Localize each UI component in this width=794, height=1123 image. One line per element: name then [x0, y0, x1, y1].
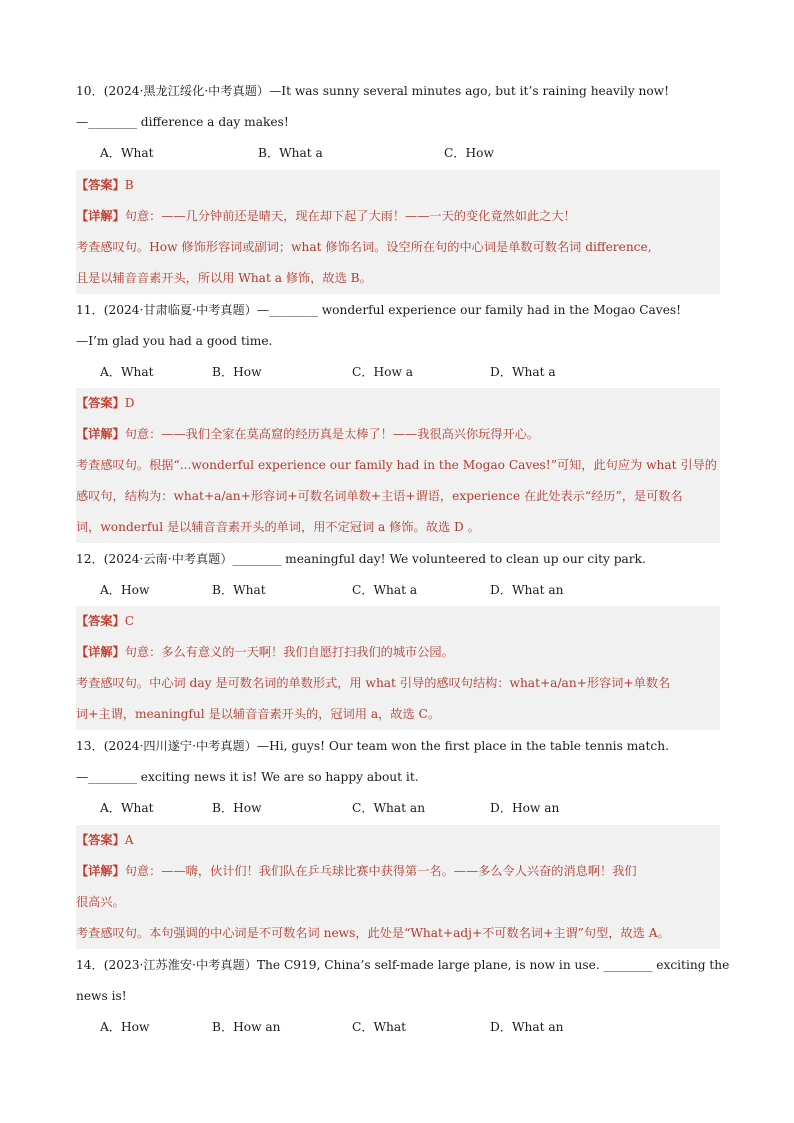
- detail-line: [76, 201, 720, 232]
- option-c: C．How a: [352, 365, 414, 379]
- question-stem: —________ difference a day makes!: [76, 115, 289, 129]
- question-stem: 12．(2024·云南·中考真题）________ meaningful day! We volunteered to clean up our city park.: [76, 552, 646, 566]
- option-a: A．What: [100, 146, 154, 160]
- option-b: B．What a: [258, 146, 323, 160]
- answer-block-12: [76, 606, 720, 730]
- question-13: [76, 731, 720, 824]
- options-row: [76, 793, 720, 824]
- answer-value: D: [124, 396, 135, 410]
- option-c: C．What: [352, 1020, 407, 1034]
- question-11: [76, 295, 720, 388]
- answer-value: B: [124, 178, 134, 192]
- answer-value: C: [124, 614, 135, 628]
- answer-block-11: [76, 388, 720, 543]
- detail-tag: 【详解】: [76, 645, 125, 659]
- question-stem: 14．(2023·江苏淮安·中考真题）The C919, China’s self-made large plane, is now in use. ________ exciting the: [76, 958, 730, 972]
- question-stem: —________ exciting news it is! We are so happy about it.: [76, 770, 419, 784]
- detail-line: [76, 419, 720, 450]
- detail-text: 句意：——我们全家在莫高窟的经历真是太棒了！——我很高兴你玩得开心。: [124, 427, 540, 441]
- option-a: A．What: [100, 801, 154, 815]
- detail-text: 句意：——几分钟前还是晴天，现在却下起了大雨！——一天的变化竟然如此之大！: [124, 209, 576, 223]
- question-14: [76, 950, 730, 1043]
- detail-tag: 【详解】: [76, 427, 125, 441]
- answer-line: [76, 388, 720, 419]
- detail-tag: 【详解】: [76, 864, 125, 878]
- detail-text: 词+主谓，meaningful 是以辅音音素开头的，冠词用 a，故选 C。: [76, 707, 441, 721]
- option-b: B．What: [212, 583, 266, 597]
- detail-text: 句意：——嗨，伙计们！我们队在乒乓球比赛中获得第一名。——多么令人兴奋的消息啊！我们: [124, 864, 637, 878]
- answer-line: [76, 170, 720, 201]
- detail-text: 且是以辅音音素开头，所以用 What a 修饰，故选 B。: [76, 271, 372, 285]
- question-10: [76, 76, 720, 169]
- detail-text: 考查感叹句。How 修饰形容词或副词；what 修饰名词。设空所在句的中心词是单数可数名词 difference,: [76, 240, 652, 254]
- detail-tag: 【详解】: [76, 209, 125, 223]
- option-a: A．What: [100, 365, 154, 379]
- option-b: B．How: [212, 365, 262, 379]
- detail-text: 考查感叹句。中心词 day 是可数名词的单数形式，用 what 引导的感叹句结构：what+a/an+形容词+单数名: [76, 676, 671, 690]
- answer-tag: 【答案】: [76, 178, 125, 192]
- detail-line: [76, 637, 720, 668]
- option-d: D．What an: [490, 1020, 564, 1034]
- question-stem: news is!: [76, 989, 127, 1003]
- option-c: C．What an: [352, 801, 426, 815]
- detail-line: [76, 856, 720, 887]
- answer-block-10: [76, 170, 720, 294]
- detail-text: 考查感叹句。根据“...wonderful experience our family had in the Mogao Caves!”可知，此句应为 what 引导的: [76, 458, 717, 472]
- detail-text: 很高兴。: [76, 895, 125, 909]
- option-b: B．How an: [212, 1020, 281, 1034]
- options-row: [76, 357, 720, 388]
- option-d: D．How an: [490, 801, 560, 815]
- detail-text: 词，wonderful 是以辅音音素开头的单词，用不定冠词 a 修饰。故选 D 。: [76, 520, 480, 534]
- answer-line: [76, 825, 720, 856]
- answer-tag: 【答案】: [76, 833, 125, 847]
- option-c: C．How: [444, 146, 494, 160]
- answer-line: [76, 606, 720, 637]
- question-stem: 10．(2024·黑龙江绥化·中考真题）—It was sunny several minutes ago, but it’s raining heavily now!: [76, 84, 669, 98]
- answer-value: A: [124, 833, 134, 847]
- question-stem: 11．(2024·甘肃临夏·中考真题）—________ wonderful experience our family had in the Mogao Caves!: [76, 303, 682, 317]
- answer-block-13: [76, 825, 720, 949]
- option-a: A．How: [100, 1020, 150, 1034]
- option-d: D．What a: [490, 365, 556, 379]
- detail-text: 句意：多么有意义的一天啊！我们自愿打扫我们的城市公园。: [124, 645, 454, 659]
- option-d: D．What an: [490, 583, 564, 597]
- detail-text: 感叹句，结构为：what+a/an+形容词+可数名词单数+主语+谓语，experience 在此处表示“经历”，是可数名: [76, 489, 683, 503]
- answer-tag: 【答案】: [76, 614, 125, 628]
- options-row: [76, 1012, 720, 1043]
- option-b: B．How: [212, 801, 262, 815]
- detail-text: 考查感叹句。本句强调的中心词是不可数名词 news，此处是“What+adj+不可数名词+主谓”句型，故选 A。: [76, 926, 670, 940]
- answer-tag: 【答案】: [76, 396, 125, 410]
- option-c: C．What a: [352, 583, 418, 597]
- options-row: [76, 138, 720, 169]
- question-12: [76, 544, 720, 606]
- question-stem: 13．(2024·四川遂宁·中考真题）—Hi, guys! Our team won the first place in the table tennis match.: [76, 739, 669, 753]
- options-row: [76, 575, 720, 606]
- option-a: A．How: [100, 583, 150, 597]
- question-stem: —I’m glad you had a good time.: [76, 334, 273, 348]
